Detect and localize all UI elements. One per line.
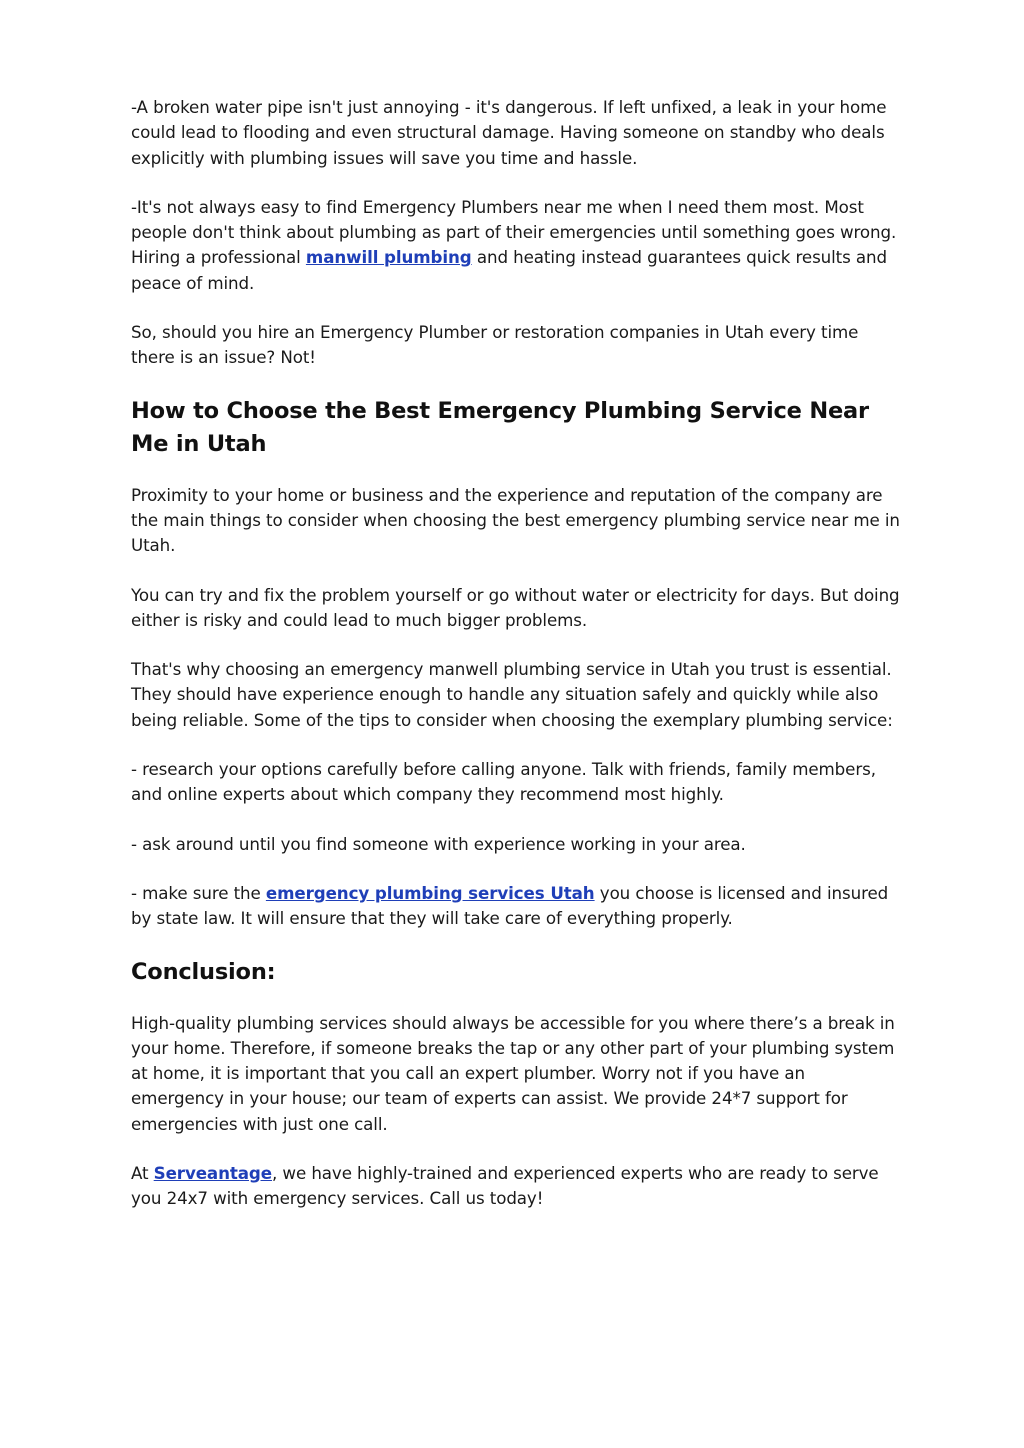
document-page [131, 95, 903, 1236]
paragraph-broken-pipe: -A broken water pipe isn't just annoying - it's dangerous. If left unfixed, a leak in your home could lead to flooding and even structural damage. Having someone on standby who deals explicitly with plumbing issues will save you time and hassle. [131, 97, 887, 168]
serveantage-link[interactable]: Serveantage [153, 1163, 272, 1184]
paragraph-why-choosing: That's why choosing an emergency manwell plumbing service in Utah you trust is essential. They should have experience enough to handle any situation safely and quickly while also being reliable. Some of the tips to consider when choosing the exemplary plumbing service: [131, 659, 893, 730]
paragraph-fix-yourself: You can try and fix the problem yourself or go without water or electricity for days. But doing either is risky and could lead to much bigger problems. [131, 584, 900, 630]
emergency-plumbing-services-utah-link[interactable]: emergency plumbing services Utah [265, 882, 595, 903]
paragraph-high-quality: High-quality plumbing services should always be accessible for you where there’s a break in your home. Therefore, if someone breaks the tap or any other part of your plumbing system at home, it is important that you call an expert plumber. Worry not if you have an emergency in your house; our team of experts can assist. We provide 24*7 support for emergencies with just one call. [131, 1012, 895, 1134]
paragraph-text: At [131, 1163, 154, 1184]
tip-ask-around: - ask around until you find someone with experience working in your area. [131, 833, 746, 854]
tip-licensed-insured [131, 881, 903, 932]
paragraph-text: -It's not always easy to find Emergency Plumbers near me when I need them most. Most people don't think about plumbing as part of their emergencies until something goes wrong. Hiring a professional [131, 196, 897, 268]
paragraph-text: , we have highly-trained and experienced experts who are ready to serve you 24x7 with emergency services. Call us today! [131, 1163, 879, 1209]
paragraph-serveantage [131, 1161, 903, 1212]
paragraph-should-you-hire: So, should you hire an Emergency Plumber or restoration companies in Utah every time there is an issue? Not! [131, 322, 859, 368]
tip-research-options: - research your options carefully before calling anyone. Talk with friends, family members, and online experts about which company they recommend most highly. [131, 759, 876, 805]
paragraph-text: you choose is licensed and insured by state law. It will ensure that they will take care of everything properly. [131, 882, 889, 929]
paragraph-text: and heating instead guarantees quick results and peace of mind. [131, 247, 888, 293]
paragraph-text: - make sure the [131, 882, 266, 903]
section-heading-how-to-choose: How to Choose the Best Emergency Plumbing Service Near Me in Utah [131, 397, 869, 457]
manwill-plumbing-link[interactable]: manwill plumbing [305, 247, 472, 268]
paragraph-finding-plumbers [131, 195, 903, 296]
section-heading-conclusion: Conclusion: [131, 958, 276, 985]
paragraph-proximity: Proximity to your home or business and the experience and reputation of the company are the main things to consider when choosing the best emergency plumbing service near me in Utah. [131, 484, 900, 556]
